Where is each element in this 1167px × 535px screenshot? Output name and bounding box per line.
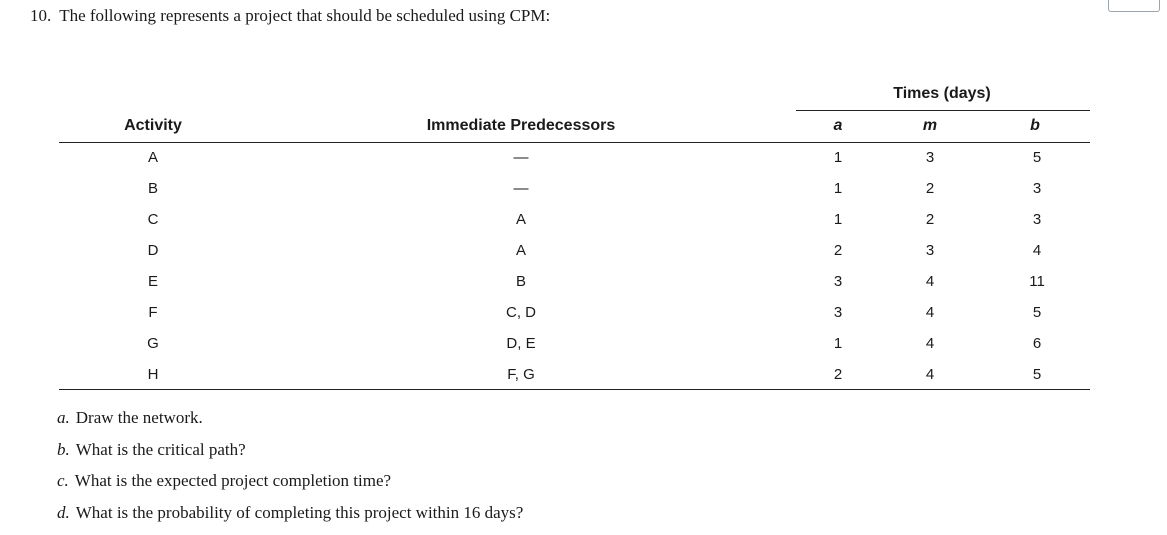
cell-pred: A: [515, 242, 527, 259]
times-header-rule: [796, 110, 1090, 111]
cell-pred: B: [515, 273, 527, 290]
header-activity: Activity: [124, 117, 182, 134]
cell-activity: H: [147, 366, 159, 383]
cell-b: 11: [1029, 273, 1045, 290]
question-prompt: The following represents a project that should be scheduled using CPM:: [59, 6, 551, 25]
cell-activity: A: [147, 149, 159, 166]
cell-m: 3: [925, 149, 935, 166]
cell-b: 5: [1032, 149, 1042, 166]
cell-a: 3: [833, 273, 843, 290]
cell-pred: —: [513, 180, 529, 197]
cell-b: 5: [1032, 304, 1042, 321]
cell-a: 1: [833, 180, 843, 197]
cell-b: 3: [1032, 180, 1042, 197]
cell-pred: A: [515, 211, 527, 228]
cell-a: 1: [833, 335, 843, 352]
cell-activity: C: [147, 211, 159, 228]
part-c: c. What is the expected project completion time?: [57, 471, 392, 490]
cell-b: 3: [1032, 211, 1042, 228]
header-b: b: [1030, 117, 1040, 134]
cell-m: 2: [925, 180, 935, 197]
part-a: a. Draw the network.: [57, 408, 203, 427]
cell-b: 4: [1032, 242, 1042, 259]
cell-m: 4: [925, 366, 935, 383]
header-a: a: [833, 117, 843, 134]
cell-m: 4: [925, 335, 935, 352]
cell-activity: F: [148, 304, 158, 321]
cell-pred: F, G: [507, 366, 535, 383]
cell-pred: C, D: [506, 304, 536, 321]
cell-m: 2: [925, 211, 935, 228]
cell-a: 1: [833, 211, 843, 228]
cell-activity: D: [147, 242, 159, 259]
cell-m: 3: [925, 242, 935, 259]
cell-pred: D, E: [506, 335, 536, 352]
cell-a: 3: [833, 304, 843, 321]
cell-b: 5: [1032, 366, 1042, 383]
table-bottom-rule: [59, 389, 1090, 390]
header-predecessors: Immediate Predecessors: [426, 117, 616, 134]
header-bottom-rule: [59, 142, 1090, 143]
cell-m: 4: [925, 304, 935, 321]
cell-b: 6: [1032, 335, 1042, 352]
part-d: d. What is the probability of completing this project within 16 days?: [57, 503, 524, 522]
cell-activity: B: [147, 180, 159, 197]
cell-a: 2: [833, 366, 843, 383]
cell-activity: E: [147, 273, 159, 290]
question-number: 10.: [30, 6, 52, 25]
header-m: m: [922, 117, 938, 134]
times-group-header: Times (days): [893, 85, 991, 102]
part-b: b. What is the critical path?: [57, 440, 246, 459]
cell-a: 2: [833, 242, 843, 259]
cell-pred: —: [513, 149, 529, 166]
cell-activity: G: [147, 335, 159, 352]
cell-a: 1: [833, 149, 843, 166]
cell-m: 4: [925, 273, 935, 290]
